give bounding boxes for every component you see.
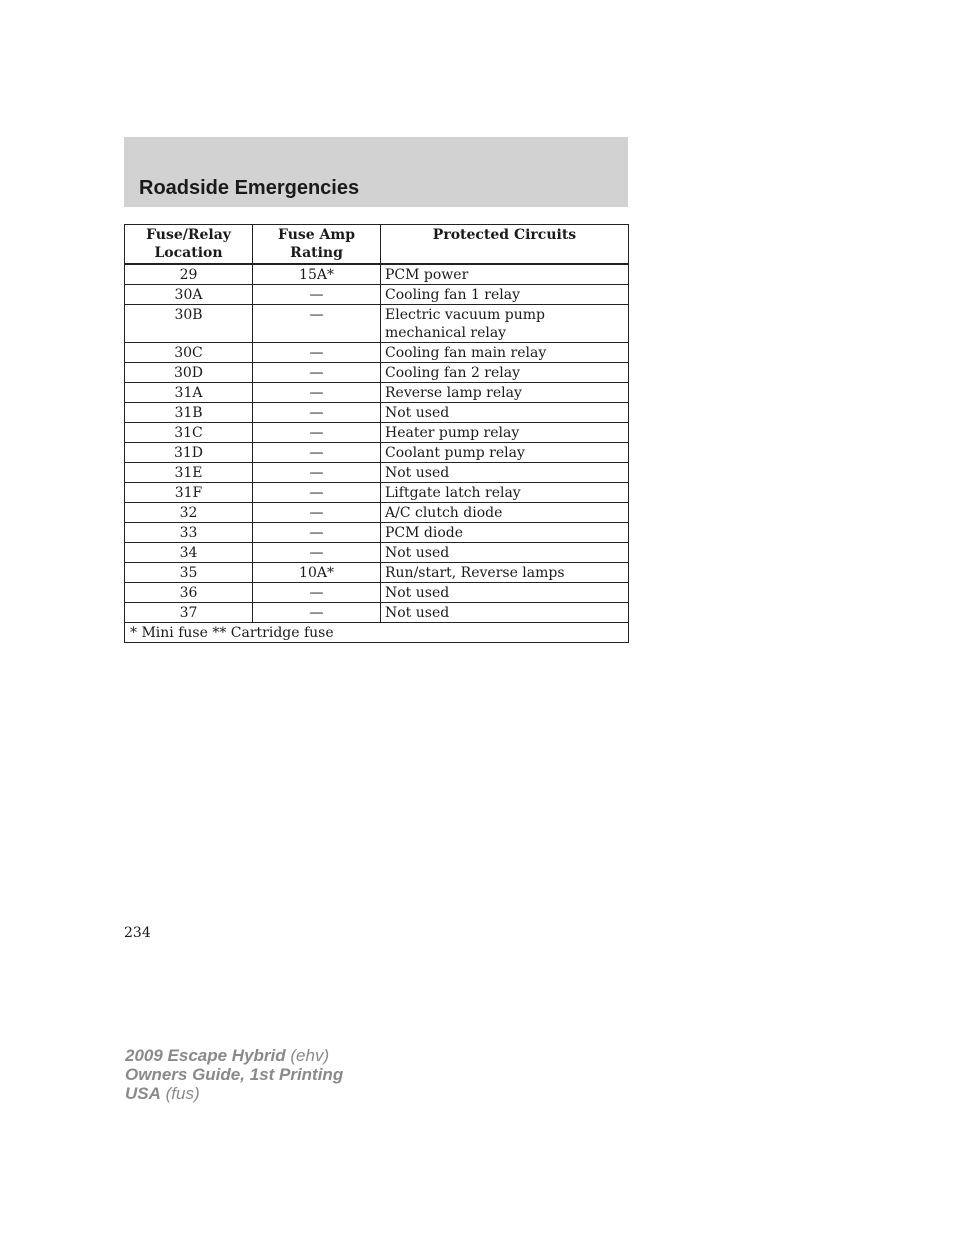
cell-location: 31E bbox=[125, 463, 253, 483]
table-row bbox=[125, 363, 629, 383]
column-header-location-line1: Fuse/Relay bbox=[146, 227, 231, 243]
cell-protected-circuit: Not used bbox=[381, 463, 629, 483]
cell-amp-rating: — bbox=[253, 305, 381, 343]
cell-amp-rating: — bbox=[253, 503, 381, 523]
cell-location: 29 bbox=[125, 264, 253, 285]
page-number: 234 bbox=[124, 925, 151, 941]
table-row bbox=[125, 523, 629, 543]
cell-amp-rating: — bbox=[253, 423, 381, 443]
cell-protected-circuit: Electric vacuum pump mechanical relay bbox=[381, 305, 629, 343]
table-row bbox=[125, 483, 629, 503]
cell-amp-rating: — bbox=[253, 583, 381, 603]
table-row bbox=[125, 285, 629, 305]
column-header-amp bbox=[253, 225, 381, 265]
cell-protected-circuit: Heater pump relay bbox=[381, 423, 629, 443]
column-header-amp-line1: Fuse Amp bbox=[278, 227, 355, 243]
cell-amp-rating: — bbox=[253, 463, 381, 483]
fuse-relay-table bbox=[124, 224, 629, 643]
cell-location: 30D bbox=[125, 363, 253, 383]
cell-amp-rating: — bbox=[253, 285, 381, 305]
table-row bbox=[125, 603, 629, 623]
table-row bbox=[125, 563, 629, 583]
footer-market: USA bbox=[125, 1084, 161, 1103]
cell-protected-circuit: A/C clutch diode bbox=[381, 503, 629, 523]
footer-model-code: (ehv) bbox=[290, 1046, 330, 1065]
footer-line-2: Owners Guide, 1st Printing bbox=[125, 1065, 344, 1084]
table-footnote-row bbox=[125, 623, 629, 643]
footer-market-code: (fus) bbox=[165, 1084, 200, 1103]
table-body bbox=[125, 264, 629, 623]
table-row bbox=[125, 583, 629, 603]
cell-amp-rating: 10A* bbox=[253, 563, 381, 583]
cell-location: 36 bbox=[125, 583, 253, 603]
cell-amp-rating: — bbox=[253, 343, 381, 363]
cell-amp-rating: — bbox=[253, 363, 381, 383]
table-row bbox=[125, 343, 629, 363]
cell-protected-circuit: Cooling fan main relay bbox=[381, 343, 629, 363]
section-header-band bbox=[124, 137, 628, 207]
cell-protected-circuit: Not used bbox=[381, 583, 629, 603]
cell-amp-rating: — bbox=[253, 603, 381, 623]
table-row bbox=[125, 264, 629, 285]
cell-amp-rating: 15A* bbox=[253, 264, 381, 285]
section-title: Roadside Emergencies bbox=[139, 177, 360, 199]
cell-protected-circuit: Not used bbox=[381, 403, 629, 423]
cell-location: 31C bbox=[125, 423, 253, 443]
cell-location: 30A bbox=[125, 285, 253, 305]
cell-location: 37 bbox=[125, 603, 253, 623]
table-row bbox=[125, 463, 629, 483]
cell-protected-circuit: Not used bbox=[381, 603, 629, 623]
cell-location: 31D bbox=[125, 443, 253, 463]
cell-protected-circuit: Reverse lamp relay bbox=[381, 383, 629, 403]
cell-amp-rating: — bbox=[253, 403, 381, 423]
cell-location: 32 bbox=[125, 503, 253, 523]
cell-location: 33 bbox=[125, 523, 253, 543]
cell-protected-circuit: Not used bbox=[381, 543, 629, 563]
cell-protected-circuit: PCM diode bbox=[381, 523, 629, 543]
cell-amp-rating: — bbox=[253, 383, 381, 403]
table-row bbox=[125, 443, 629, 463]
table-footnote: * Mini fuse ** Cartridge fuse bbox=[125, 623, 629, 643]
cell-location: 31F bbox=[125, 483, 253, 503]
cell-location: 34 bbox=[125, 543, 253, 563]
footer-model: 2009 Escape Hybrid bbox=[125, 1046, 286, 1065]
cell-protected-circuit: Liftgate latch relay bbox=[381, 483, 629, 503]
column-header-location bbox=[125, 225, 253, 265]
cell-location: 35 bbox=[125, 563, 253, 583]
cell-amp-rating: — bbox=[253, 523, 381, 543]
cell-location: 30B bbox=[125, 305, 253, 343]
table-row bbox=[125, 503, 629, 523]
cell-amp-rating: — bbox=[253, 543, 381, 563]
cell-location: 30C bbox=[125, 343, 253, 363]
table-row bbox=[125, 305, 629, 343]
column-header-amp-line2: Rating bbox=[290, 245, 343, 261]
cell-protected-circuit: PCM power bbox=[381, 264, 629, 285]
table-row bbox=[125, 543, 629, 563]
column-header-location-line2: Location bbox=[154, 245, 223, 261]
cell-location: 31A bbox=[125, 383, 253, 403]
cell-location: 31B bbox=[125, 403, 253, 423]
footer-line-1 bbox=[125, 1046, 343, 1065]
table-row bbox=[125, 423, 629, 443]
cell-protected-circuit: Cooling fan 1 relay bbox=[381, 285, 629, 305]
column-header-circuits: Protected Circuits bbox=[381, 225, 629, 265]
cell-amp-rating: — bbox=[253, 443, 381, 463]
table-row bbox=[125, 403, 629, 423]
footer-line-3 bbox=[125, 1084, 343, 1103]
cell-protected-circuit: Cooling fan 2 relay bbox=[381, 363, 629, 383]
cell-protected-circuit: Run/start, Reverse lamps bbox=[381, 563, 629, 583]
cell-amp-rating: — bbox=[253, 483, 381, 503]
document-footer bbox=[125, 1046, 343, 1103]
cell-protected-circuit: Coolant pump relay bbox=[381, 443, 629, 463]
table-header-row bbox=[125, 225, 629, 265]
table-row bbox=[125, 383, 629, 403]
